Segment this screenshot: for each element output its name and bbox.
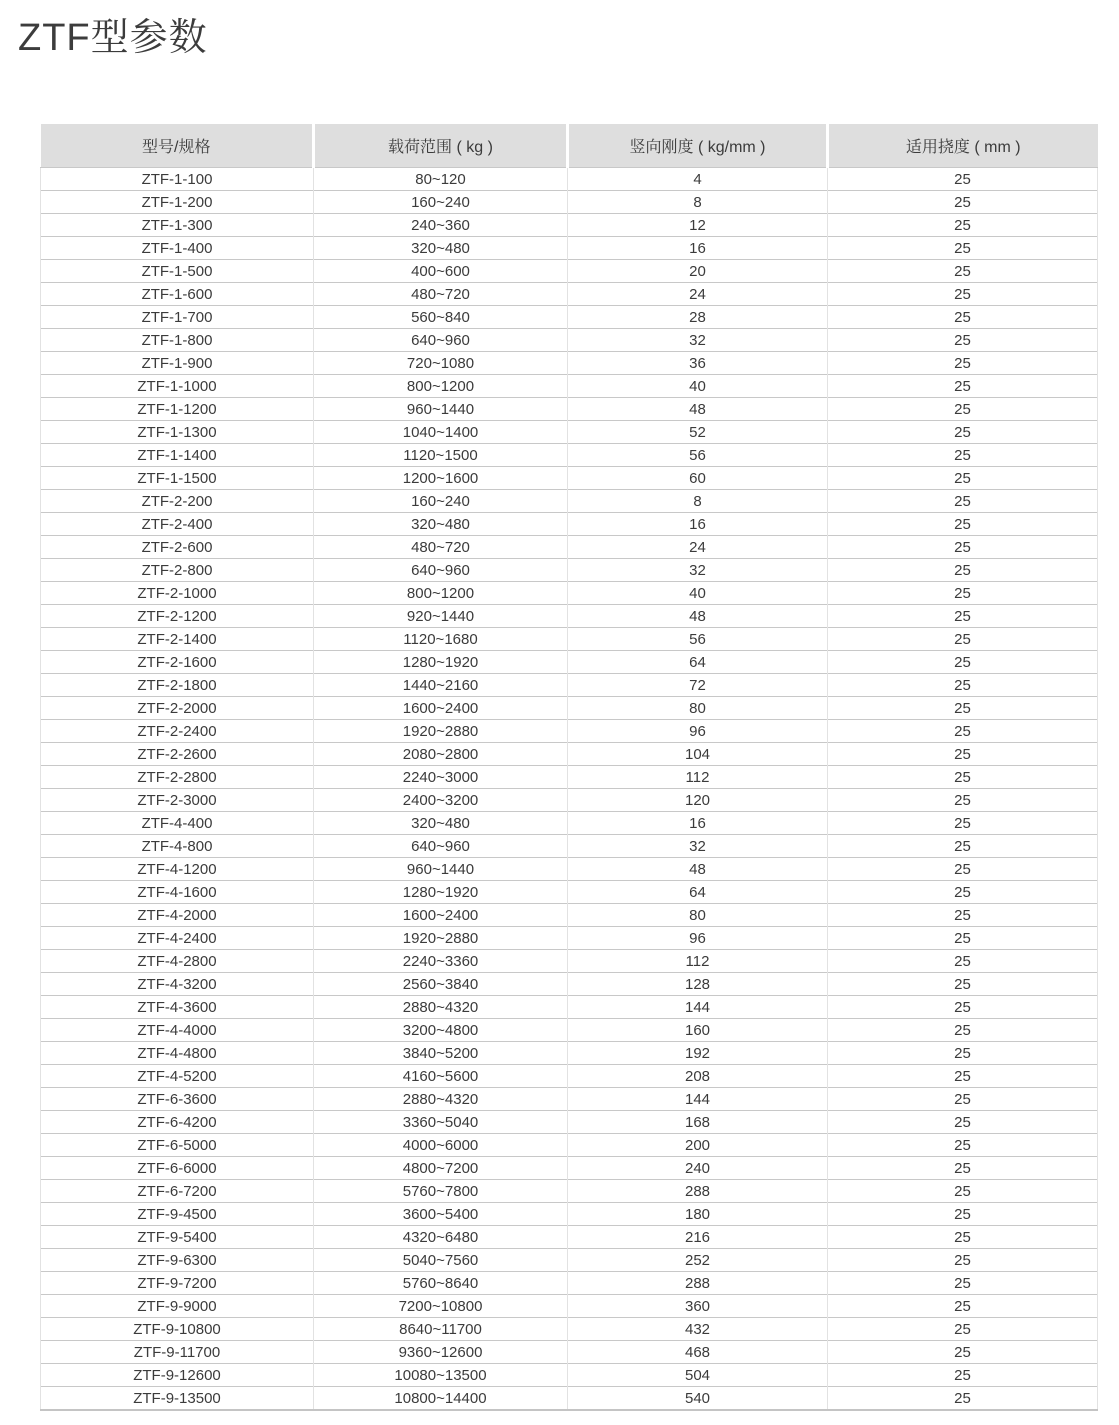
cell-deflection: 25: [828, 720, 1098, 743]
cell-load-range: 560~840: [314, 306, 568, 329]
cell-load-range: 1920~2880: [314, 720, 568, 743]
cell-deflection: 25: [828, 812, 1098, 835]
table-row: [41, 1042, 1098, 1065]
cell-model: ZTF-1-500: [41, 260, 314, 283]
cell-deflection: 25: [828, 950, 1098, 973]
table-row: [41, 329, 1098, 352]
table-row: [41, 375, 1098, 398]
cell-stiffness: 128: [568, 973, 828, 996]
cell-model: ZTF-1-300: [41, 214, 314, 237]
cell-model: ZTF-9-6300: [41, 1249, 314, 1272]
cell-load-range: 1440~2160: [314, 674, 568, 697]
cell-deflection: 25: [828, 490, 1098, 513]
table-row: [41, 214, 1098, 237]
cell-model: ZTF-9-7200: [41, 1272, 314, 1295]
cell-stiffness: 216: [568, 1226, 828, 1249]
cell-stiffness: 360: [568, 1295, 828, 1318]
cell-load-range: 4320~6480: [314, 1226, 568, 1249]
cell-stiffness: 24: [568, 283, 828, 306]
table-row: [41, 1249, 1098, 1272]
cell-load-range: 320~480: [314, 513, 568, 536]
cell-deflection: 25: [828, 1387, 1098, 1411]
cell-load-range: 3600~5400: [314, 1203, 568, 1226]
cell-stiffness: 8: [568, 490, 828, 513]
cell-model: ZTF-4-2000: [41, 904, 314, 927]
cell-model: ZTF-2-2600: [41, 743, 314, 766]
cell-model: ZTF-4-1600: [41, 881, 314, 904]
cell-stiffness: 48: [568, 605, 828, 628]
table-row: [41, 1111, 1098, 1134]
cell-load-range: 5760~7800: [314, 1180, 568, 1203]
cell-load-range: 920~1440: [314, 605, 568, 628]
cell-deflection: 25: [828, 536, 1098, 559]
column-header-applicable-deflection: 适用挠度 ( mm ): [828, 124, 1098, 168]
cell-deflection: 25: [828, 766, 1098, 789]
cell-model: ZTF-2-2400: [41, 720, 314, 743]
cell-stiffness: 12: [568, 214, 828, 237]
table-row: [41, 352, 1098, 375]
table-row: [41, 398, 1098, 421]
cell-model: ZTF-4-5200: [41, 1065, 314, 1088]
cell-deflection: 25: [828, 651, 1098, 674]
cell-deflection: 25: [828, 904, 1098, 927]
table-row: [41, 467, 1098, 490]
cell-stiffness: 144: [568, 1088, 828, 1111]
cell-deflection: 25: [828, 1249, 1098, 1272]
cell-deflection: 25: [828, 1157, 1098, 1180]
cell-stiffness: 504: [568, 1364, 828, 1387]
cell-stiffness: 40: [568, 582, 828, 605]
cell-stiffness: 252: [568, 1249, 828, 1272]
cell-deflection: 25: [828, 513, 1098, 536]
cell-stiffness: 72: [568, 674, 828, 697]
cell-deflection: 25: [828, 582, 1098, 605]
cell-stiffness: 64: [568, 881, 828, 904]
cell-deflection: 25: [828, 881, 1098, 904]
cell-load-range: 4000~6000: [314, 1134, 568, 1157]
cell-deflection: 25: [828, 329, 1098, 352]
cell-model: ZTF-1-700: [41, 306, 314, 329]
cell-deflection: 25: [828, 559, 1098, 582]
cell-stiffness: 32: [568, 329, 828, 352]
table-row: [41, 1203, 1098, 1226]
table-row: [41, 536, 1098, 559]
cell-stiffness: 192: [568, 1042, 828, 1065]
cell-deflection: 25: [828, 628, 1098, 651]
cell-load-range: 640~960: [314, 559, 568, 582]
cell-model: ZTF-9-12600: [41, 1364, 314, 1387]
table-row: [41, 168, 1098, 191]
cell-stiffness: 16: [568, 513, 828, 536]
cell-stiffness: 96: [568, 720, 828, 743]
table-row: [41, 1226, 1098, 1249]
table-row: [41, 306, 1098, 329]
column-header-vertical-stiffness: 竖向刚度 ( kg/mm ): [568, 124, 828, 168]
table-row: [41, 283, 1098, 306]
cell-deflection: 25: [828, 283, 1098, 306]
cell-stiffness: 112: [568, 950, 828, 973]
cell-deflection: 25: [828, 674, 1098, 697]
cell-model: ZTF-4-1200: [41, 858, 314, 881]
cell-stiffness: 48: [568, 858, 828, 881]
cell-load-range: 1120~1680: [314, 628, 568, 651]
cell-load-range: 800~1200: [314, 582, 568, 605]
table-row: [41, 1387, 1098, 1411]
table-row: [41, 260, 1098, 283]
cell-deflection: 25: [828, 1226, 1098, 1249]
cell-model: ZTF-2-1600: [41, 651, 314, 674]
cell-model: ZTF-6-4200: [41, 1111, 314, 1134]
cell-stiffness: 468: [568, 1341, 828, 1364]
cell-deflection: 25: [828, 996, 1098, 1019]
cell-model: ZTF-1-100: [41, 168, 314, 191]
cell-deflection: 25: [828, 1272, 1098, 1295]
cell-stiffness: 48: [568, 398, 828, 421]
cell-load-range: 240~360: [314, 214, 568, 237]
cell-stiffness: 240: [568, 1157, 828, 1180]
table-row: [41, 421, 1098, 444]
table-row: [41, 858, 1098, 881]
cell-model: ZTF-2-2000: [41, 697, 314, 720]
column-header-load-range: 载荷范围 ( kg ): [314, 124, 568, 168]
table-row: [41, 490, 1098, 513]
table-row: [41, 1019, 1098, 1042]
cell-model: ZTF-2-800: [41, 559, 314, 582]
cell-load-range: 640~960: [314, 329, 568, 352]
cell-deflection: 25: [828, 214, 1098, 237]
cell-stiffness: 52: [568, 421, 828, 444]
page-title: ZTF型参数: [18, 17, 208, 59]
table-row: [41, 812, 1098, 835]
cell-deflection: 25: [828, 927, 1098, 950]
cell-deflection: 25: [828, 375, 1098, 398]
cell-load-range: 4160~5600: [314, 1065, 568, 1088]
cell-load-range: 480~720: [314, 283, 568, 306]
cell-load-range: 3840~5200: [314, 1042, 568, 1065]
cell-stiffness: 32: [568, 559, 828, 582]
cell-model: ZTF-6-3600: [41, 1088, 314, 1111]
cell-stiffness: 144: [568, 996, 828, 1019]
table-row: [41, 720, 1098, 743]
cell-load-range: 2560~3840: [314, 973, 568, 996]
cell-load-range: 1120~1500: [314, 444, 568, 467]
cell-model: ZTF-1-200: [41, 191, 314, 214]
cell-model: ZTF-9-13500: [41, 1387, 314, 1411]
table-row: [41, 1318, 1098, 1341]
table-row: [41, 628, 1098, 651]
cell-model: ZTF-4-3200: [41, 973, 314, 996]
table-row: [41, 651, 1098, 674]
cell-deflection: 25: [828, 697, 1098, 720]
table-row: [41, 1134, 1098, 1157]
cell-stiffness: 56: [568, 628, 828, 651]
cell-load-range: 2240~3000: [314, 766, 568, 789]
cell-load-range: 640~960: [314, 835, 568, 858]
cell-stiffness: 112: [568, 766, 828, 789]
cell-stiffness: 4: [568, 168, 828, 191]
cell-stiffness: 56: [568, 444, 828, 467]
cell-model: ZTF-9-10800: [41, 1318, 314, 1341]
cell-stiffness: 24: [568, 536, 828, 559]
cell-stiffness: 200: [568, 1134, 828, 1157]
cell-deflection: 25: [828, 743, 1098, 766]
table-row: [41, 1295, 1098, 1318]
cell-model: ZTF-2-3000: [41, 789, 314, 812]
cell-stiffness: 120: [568, 789, 828, 812]
cell-deflection: 25: [828, 1364, 1098, 1387]
cell-stiffness: 288: [568, 1180, 828, 1203]
cell-model: ZTF-4-400: [41, 812, 314, 835]
cell-load-range: 2400~3200: [314, 789, 568, 812]
cell-model: ZTF-4-2800: [41, 950, 314, 973]
table-row: [41, 743, 1098, 766]
table-row: [41, 789, 1098, 812]
cell-deflection: 25: [828, 1180, 1098, 1203]
cell-load-range: 10800~14400: [314, 1387, 568, 1411]
cell-model: ZTF-4-4800: [41, 1042, 314, 1065]
cell-stiffness: 80: [568, 697, 828, 720]
cell-stiffness: 28: [568, 306, 828, 329]
cell-deflection: 25: [828, 1134, 1098, 1157]
cell-deflection: 25: [828, 352, 1098, 375]
cell-model: ZTF-2-2800: [41, 766, 314, 789]
cell-model: ZTF-9-5400: [41, 1226, 314, 1249]
cell-stiffness: 80: [568, 904, 828, 927]
cell-stiffness: 168: [568, 1111, 828, 1134]
cell-load-range: 1280~1920: [314, 881, 568, 904]
cell-stiffness: 32: [568, 835, 828, 858]
table-row: [41, 973, 1098, 996]
cell-deflection: 25: [828, 1318, 1098, 1341]
cell-deflection: 25: [828, 191, 1098, 214]
cell-load-range: 10080~13500: [314, 1364, 568, 1387]
cell-stiffness: 40: [568, 375, 828, 398]
cell-deflection: 25: [828, 605, 1098, 628]
cell-stiffness: 36: [568, 352, 828, 375]
cell-load-range: 1600~2400: [314, 904, 568, 927]
cell-stiffness: 64: [568, 651, 828, 674]
cell-model: ZTF-4-2400: [41, 927, 314, 950]
table-row: [41, 904, 1098, 927]
cell-deflection: 25: [828, 237, 1098, 260]
table-row: [41, 513, 1098, 536]
cell-load-range: 2080~2800: [314, 743, 568, 766]
cell-deflection: 25: [828, 1088, 1098, 1111]
cell-load-range: 160~240: [314, 191, 568, 214]
cell-model: ZTF-2-400: [41, 513, 314, 536]
cell-stiffness: 160: [568, 1019, 828, 1042]
table-row: [41, 237, 1098, 260]
cell-model: ZTF-4-4000: [41, 1019, 314, 1042]
cell-deflection: 25: [828, 1042, 1098, 1065]
cell-load-range: 400~600: [314, 260, 568, 283]
cell-stiffness: 20: [568, 260, 828, 283]
column-header-model: 型号/规格: [41, 124, 314, 168]
cell-model: ZTF-2-1400: [41, 628, 314, 651]
cell-deflection: 25: [828, 398, 1098, 421]
cell-load-range: 960~1440: [314, 858, 568, 881]
cell-load-range: 320~480: [314, 237, 568, 260]
cell-load-range: 2240~3360: [314, 950, 568, 973]
cell-stiffness: 8: [568, 191, 828, 214]
cell-stiffness: 288: [568, 1272, 828, 1295]
cell-load-range: 3360~5040: [314, 1111, 568, 1134]
table-row: [41, 605, 1098, 628]
table-row: [41, 1088, 1098, 1111]
cell-model: ZTF-1-400: [41, 237, 314, 260]
cell-deflection: 25: [828, 444, 1098, 467]
cell-deflection: 25: [828, 1111, 1098, 1134]
cell-model: ZTF-1-800: [41, 329, 314, 352]
cell-model: ZTF-9-11700: [41, 1341, 314, 1364]
table-row: [41, 950, 1098, 973]
table-row: [41, 1341, 1098, 1364]
cell-model: ZTF-1-600: [41, 283, 314, 306]
cell-load-range: 1200~1600: [314, 467, 568, 490]
table-row: [41, 1364, 1098, 1387]
table-row: [41, 1180, 1098, 1203]
cell-deflection: 25: [828, 421, 1098, 444]
cell-load-range: 720~1080: [314, 352, 568, 375]
cell-model: ZTF-9-9000: [41, 1295, 314, 1318]
cell-load-range: 5760~8640: [314, 1272, 568, 1295]
table-row: [41, 191, 1098, 214]
cell-load-range: 8640~11700: [314, 1318, 568, 1341]
table-row: [41, 766, 1098, 789]
cell-model: ZTF-9-4500: [41, 1203, 314, 1226]
cell-stiffness: 96: [568, 927, 828, 950]
cell-model: ZTF-2-1000: [41, 582, 314, 605]
cell-model: ZTF-1-1400: [41, 444, 314, 467]
cell-deflection: 25: [828, 858, 1098, 881]
cell-stiffness: 16: [568, 812, 828, 835]
cell-load-range: 3200~4800: [314, 1019, 568, 1042]
cell-stiffness: 540: [568, 1387, 828, 1411]
cell-load-range: 5040~7560: [314, 1249, 568, 1272]
cell-model: ZTF-6-7200: [41, 1180, 314, 1203]
header-row: [41, 124, 1098, 168]
cell-load-range: 960~1440: [314, 398, 568, 421]
table-row: [41, 674, 1098, 697]
parameters-table: [40, 124, 1098, 1411]
cell-stiffness: 16: [568, 237, 828, 260]
cell-deflection: 25: [828, 789, 1098, 812]
table-row: [41, 996, 1098, 1019]
cell-deflection: 25: [828, 1341, 1098, 1364]
cell-model: ZTF-1-900: [41, 352, 314, 375]
cell-model: ZTF-1-1300: [41, 421, 314, 444]
cell-model: ZTF-6-6000: [41, 1157, 314, 1180]
cell-model: ZTF-2-1800: [41, 674, 314, 697]
cell-load-range: 2880~4320: [314, 1088, 568, 1111]
table-row: [41, 582, 1098, 605]
cell-load-range: 1600~2400: [314, 697, 568, 720]
cell-deflection: 25: [828, 835, 1098, 858]
table-row: [41, 559, 1098, 582]
table-row: [41, 1157, 1098, 1180]
cell-load-range: 1040~1400: [314, 421, 568, 444]
cell-load-range: 1280~1920: [314, 651, 568, 674]
table-header: [41, 124, 1098, 168]
cell-deflection: 25: [828, 306, 1098, 329]
table-row: [41, 1272, 1098, 1295]
cell-deflection: 25: [828, 1019, 1098, 1042]
cell-deflection: 25: [828, 973, 1098, 996]
cell-model: ZTF-4-800: [41, 835, 314, 858]
table-row: [41, 444, 1098, 467]
cell-model: ZTF-2-200: [41, 490, 314, 513]
cell-stiffness: 432: [568, 1318, 828, 1341]
cell-load-range: 480~720: [314, 536, 568, 559]
cell-load-range: 9360~12600: [314, 1341, 568, 1364]
cell-load-range: 160~240: [314, 490, 568, 513]
cell-model: ZTF-1-1200: [41, 398, 314, 421]
cell-load-range: 1920~2880: [314, 927, 568, 950]
table-row: [41, 697, 1098, 720]
cell-stiffness: 208: [568, 1065, 828, 1088]
cell-load-range: 800~1200: [314, 375, 568, 398]
cell-model: ZTF-4-3600: [41, 996, 314, 1019]
cell-load-range: 80~120: [314, 168, 568, 191]
cell-model: ZTF-1-1000: [41, 375, 314, 398]
cell-model: ZTF-6-5000: [41, 1134, 314, 1157]
cell-stiffness: 180: [568, 1203, 828, 1226]
cell-deflection: 25: [828, 467, 1098, 490]
cell-model: ZTF-1-1500: [41, 467, 314, 490]
cell-stiffness: 60: [568, 467, 828, 490]
cell-load-range: 320~480: [314, 812, 568, 835]
table-row: [41, 881, 1098, 904]
cell-stiffness: 104: [568, 743, 828, 766]
table-body: [41, 168, 1098, 1411]
cell-load-range: 4800~7200: [314, 1157, 568, 1180]
table-row: [41, 1065, 1098, 1088]
cell-deflection: 25: [828, 1295, 1098, 1318]
table-row: [41, 835, 1098, 858]
cell-deflection: 25: [828, 1203, 1098, 1226]
cell-model: ZTF-2-1200: [41, 605, 314, 628]
cell-load-range: 7200~10800: [314, 1295, 568, 1318]
table-row: [41, 927, 1098, 950]
cell-deflection: 25: [828, 168, 1098, 191]
cell-deflection: 25: [828, 1065, 1098, 1088]
cell-load-range: 2880~4320: [314, 996, 568, 1019]
cell-model: ZTF-2-600: [41, 536, 314, 559]
cell-deflection: 25: [828, 260, 1098, 283]
